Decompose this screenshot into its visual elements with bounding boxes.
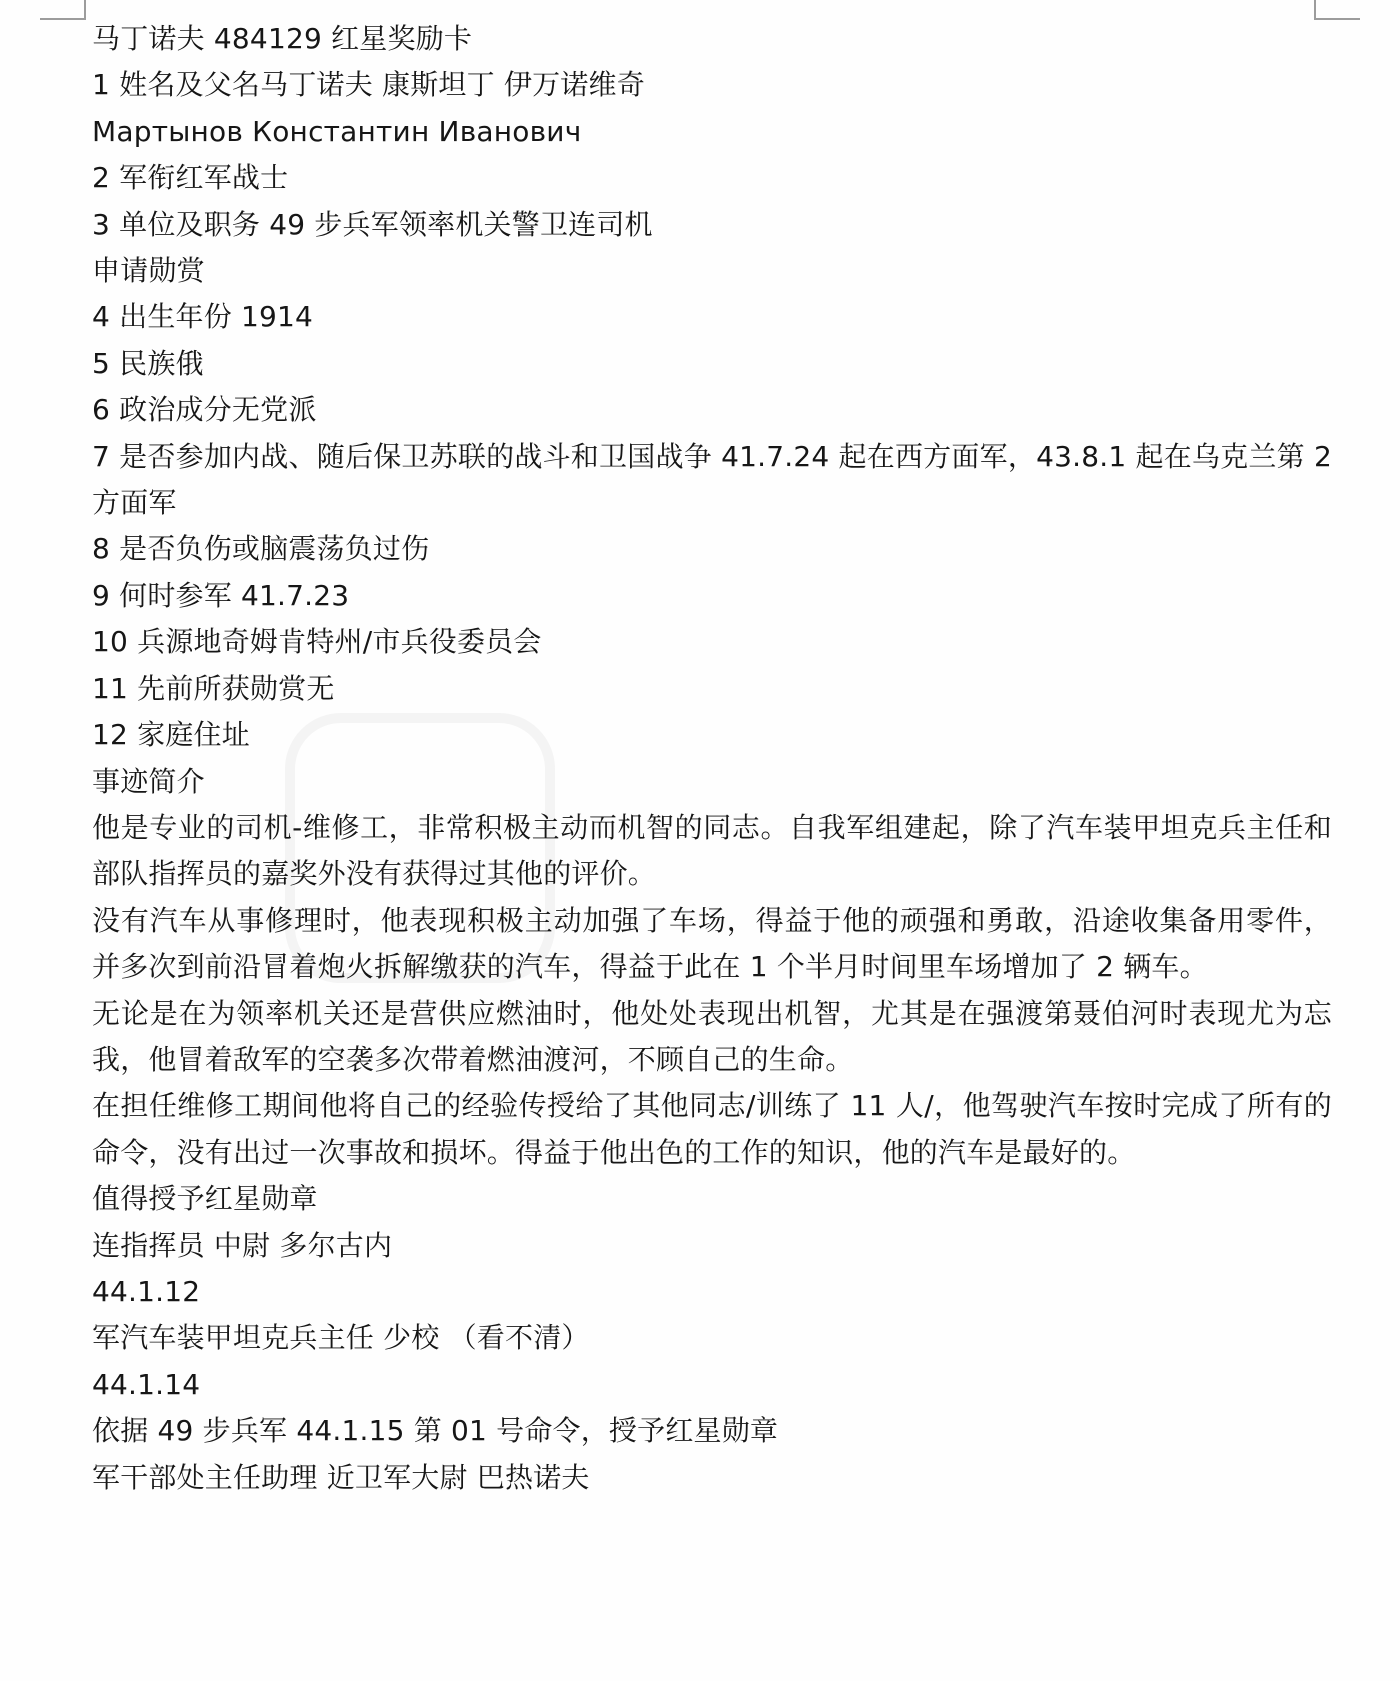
field-unit: 3 单位及职务 49 步兵军领率机关警卫连司机 xyxy=(92,207,653,241)
card-title: 马丁诺夫 484129 红星奖励卡 xyxy=(92,22,473,55)
field-enlistment-date: 9 何时参军 41.7.23 xyxy=(92,578,350,612)
deeds-paragraph: 没有汽车从事修理时，他表现积极主动加强了车场，得益于他的顽强和勇敢，沿途收集备用零件，并多次到前沿冒着炮火拆解缴获的汽车，得益于此在 1 个半月时间里车场增加了 2 辆车。 xyxy=(92,903,1332,984)
award-order: 依据 49 步兵军 44.1.15 第 01 号命令，授予红星勋章 xyxy=(92,1414,779,1448)
deeds-paragraph: 在担任维修工期间他将自己的经验传授给了其他同志/训练了 11 人/，他驾驶汽车按时完成了所有的命令，没有出过一次事故和损坏。得益于他出色的工作的知识，他的汽车是最好的。 xyxy=(92,1089,1332,1169)
deeds-paragraph: 无论是在为领率机关还是营供应燃油时，他处处表现出机智，尤其是在强渡第聂伯河时表现尤为忘我，他冒着敌军的空袭多次带着燃油渡河，不顾自己的生命。 xyxy=(92,996,1332,1076)
field-draft-origin: 10 兵源地奇姆肯特州/市兵役委员会 xyxy=(92,625,542,659)
field-wounds: 8 是否负伤或脑震荡负过伤 xyxy=(92,532,430,566)
field-rank: 2 军衔红军战士 xyxy=(92,161,289,195)
signature-company-commander: 连指挥员 中尉 多尔古内 xyxy=(92,1228,393,1262)
section-award-request: 申请勋赏 xyxy=(92,254,205,288)
field-party: 6 政治成分无党派 xyxy=(92,393,317,427)
date-1: 44.1.12 xyxy=(92,1274,201,1308)
field-war-participation: 7 是否参加内战、随后保卫苏联的战斗和卫国战争 41.7.24 起在西方面军，43.8.1 起在乌克兰第 2 方面军 xyxy=(92,439,1332,520)
recommendation: 值得授予红星勋章 xyxy=(92,1182,318,1216)
field-home-address: 12 家庭住址 xyxy=(92,718,250,752)
section-deeds-summary: 事迹简介 xyxy=(92,764,205,798)
signature-armor-chief: 军汽车装甲坦克兵主任 少校 （看不清） xyxy=(92,1321,590,1355)
field-birth-year: 4 出生年份 1914 xyxy=(92,300,314,334)
date-2: 44.1.14 xyxy=(92,1367,201,1401)
signature-personnel-assistant: 军干部处主任助理 近卫军大尉 巴热诺夫 xyxy=(92,1460,590,1494)
field-previous-awards: 11 先前所获勋赏无 xyxy=(92,671,335,705)
field-nationality: 5 民族俄 xyxy=(92,346,204,380)
crop-mark-top-left xyxy=(40,0,86,20)
field-name-russian: Мартынов Константин Иванович xyxy=(92,114,582,148)
deeds-paragraph: 他是专业的司机-维修工，非常积极主动而机智的同志。自我军组建起，除了汽车装甲坦克兵主任和部队指挥员的嘉奖外没有获得过其他的评价。 xyxy=(92,810,1332,891)
field-name: 1 姓名及父名马丁诺夫 康斯坦丁 伊万诺维奇 xyxy=(92,68,645,102)
document-text xyxy=(92,16,1332,1501)
